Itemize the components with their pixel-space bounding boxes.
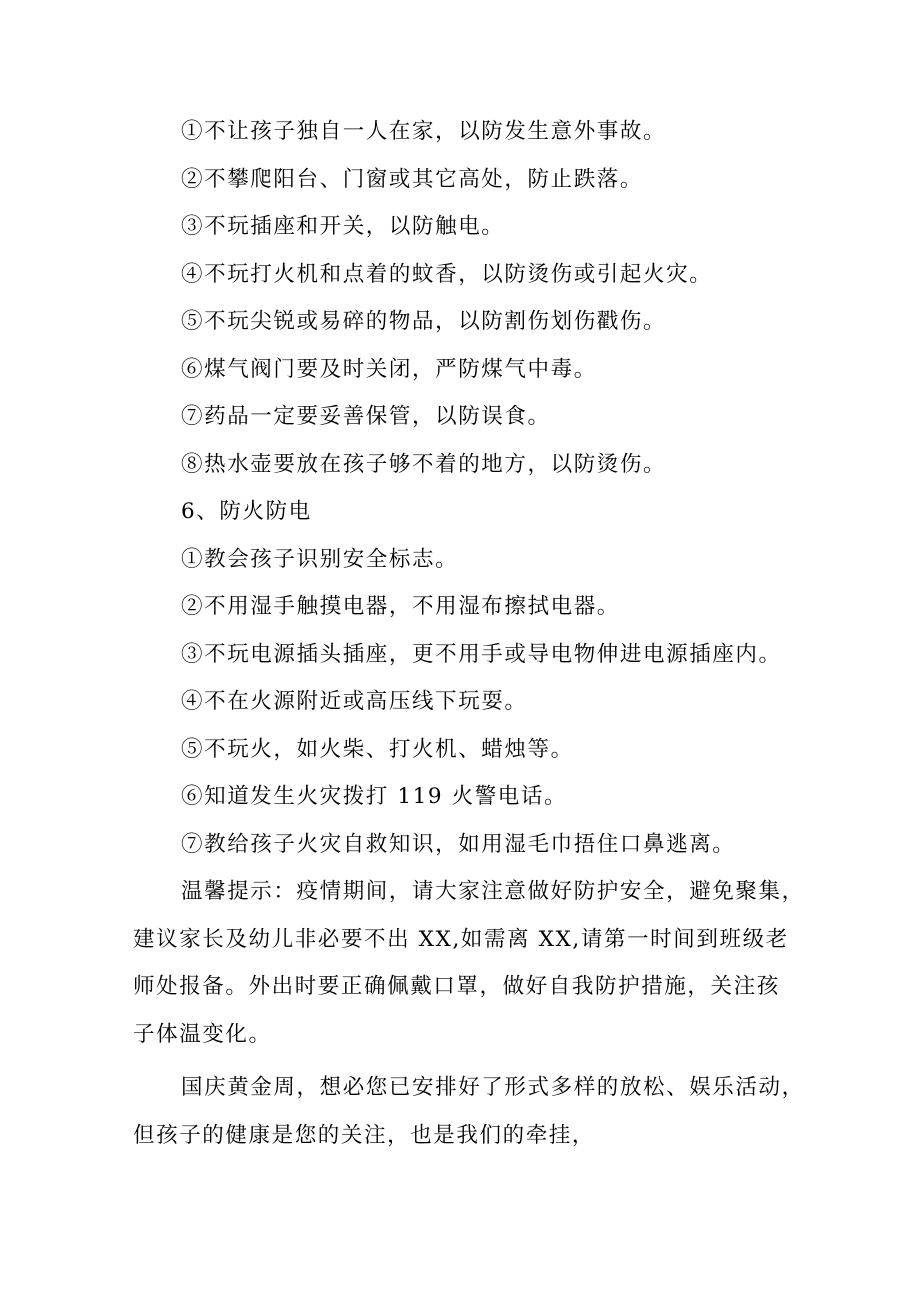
tip-paragraph-line: 子体温变化。 bbox=[133, 1021, 272, 1047]
fire-list-item: ⑤不玩火，如火柴、打火机、蜡烛等。 bbox=[181, 736, 574, 762]
list-item: ④不玩打火机和点着的蚊香，以防烫伤或引起火灾。 bbox=[181, 261, 713, 287]
fire-list-item: ①教会孩子识别安全标志。 bbox=[181, 546, 459, 572]
list-item: ②不攀爬阳台、门窗或其它高处，防止跌落。 bbox=[181, 166, 644, 192]
list-item: ③不玩插座和开关，以防触电。 bbox=[181, 214, 505, 239]
tip-paragraph-line: 师处报备。外出时要正确佩戴口罩，做好自我防护措施，关注孩 bbox=[133, 974, 780, 999]
list-item: ⑥煤气阀门要及时关闭，严防煤气中毒。 bbox=[181, 356, 597, 382]
list-item: ⑧热水壶要放在孩子够不着的地方，以防烫伤。 bbox=[181, 451, 667, 477]
list-item: ⑤不玩尖锐或易碎的物品，以防割伤划伤戳伤。 bbox=[181, 309, 667, 334]
closing-paragraph-line: 但孩子的健康是您的关注，也是我们的牵挂， bbox=[133, 1122, 596, 1148]
list-item: ⑦药品一定要妥善保管，以防误食。 bbox=[181, 404, 551, 429]
section-heading: 6、防火防电 bbox=[181, 499, 312, 524]
fire-list-item: ③不玩电源插头插座，更不用手或导电物伸进电源插座内。 bbox=[181, 641, 782, 667]
fire-list-item: ⑦教给孩子火灾自救知识，如用湿毛巾捂住口鼻逃离。 bbox=[181, 831, 736, 857]
fire-list-item: ⑥知道发生火灾拨打 119 火警电话。 bbox=[181, 784, 568, 809]
list-item: ①不让孩子独自一人在家，以防发生意外事故。 bbox=[181, 119, 667, 144]
tip-paragraph-line: 建议家长及幼儿非必要不出 XX,如需离 XX,请第一时间到班级老 bbox=[133, 926, 789, 952]
fire-list-item: ④不在火源附近或高压线下玩耍。 bbox=[181, 689, 528, 714]
closing-paragraph-line: 国庆黄金周，想必您已安排好了形式多样的放松、娱乐活动， bbox=[181, 1075, 805, 1100]
tip-paragraph-line: 温馨提示：疫情期间，请大家注意做好防护安全，避免聚集， bbox=[181, 879, 805, 904]
document-body bbox=[133, 108, 805, 1159]
fire-list-item: ②不用湿手触摸电器，不用湿布擦拭电器。 bbox=[181, 594, 620, 619]
